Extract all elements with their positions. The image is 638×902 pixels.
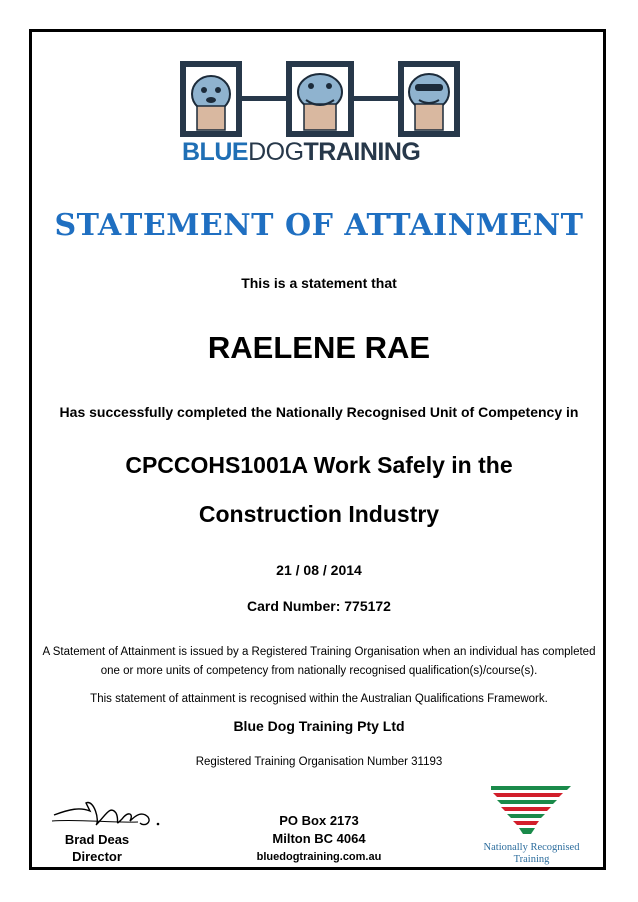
dog-frame-center-icon	[289, 64, 351, 134]
signatory-role: Director	[72, 849, 122, 864]
rto-number: Registered Training Organisation Number 31193	[195, 756, 443, 768]
card-number: Card Number: 775172	[247, 598, 391, 614]
unit-title-line1: CPCCOHS1001A Work Safely in the	[125, 452, 513, 478]
recipient-name: RAELENE RAE	[207, 330, 431, 365]
certificate-title: STATEMENT OF ATTAINMENT	[54, 208, 584, 243]
address-po-box: PO Box 2173	[279, 813, 359, 828]
signatory-name: Brad Deas	[64, 832, 130, 847]
dog-frame-left-icon	[183, 64, 239, 134]
completion-text: Has successfully completed the Nationally Recognised Unit of Competency in	[59, 404, 579, 420]
intro-text: This is a statement that	[241, 275, 397, 291]
completion-date: 21 / 08 / 2014	[276, 562, 362, 578]
address-suburb: Milton BC 4064	[272, 831, 366, 846]
nrt-label-line2: Training	[513, 854, 550, 865]
company-name: Blue Dog Training Pty Ltd	[233, 718, 405, 734]
nrt-label-line1: Nationally Recognised	[483, 842, 580, 853]
dog-frame-right-icon	[401, 64, 457, 134]
statement-paragraph: A Statement of Attainment is issued by a Registered Training Organisation when an individual has completed one or more units of competency from nationally recognised qualification(s)/course(s).	[42, 646, 596, 677]
director-signature	[50, 793, 165, 833]
website: bluedogtraining.com.au	[256, 851, 382, 863]
nationally-recognised-training-logo	[485, 784, 580, 839]
brand-wordmark: BLUEDOGTRAINING	[182, 138, 421, 166]
unit-title-line2: Construction Industry	[198, 501, 440, 527]
aqf-recognition: This statement of attainment is recognised within the Australian Qualifications Framework.	[90, 693, 548, 705]
